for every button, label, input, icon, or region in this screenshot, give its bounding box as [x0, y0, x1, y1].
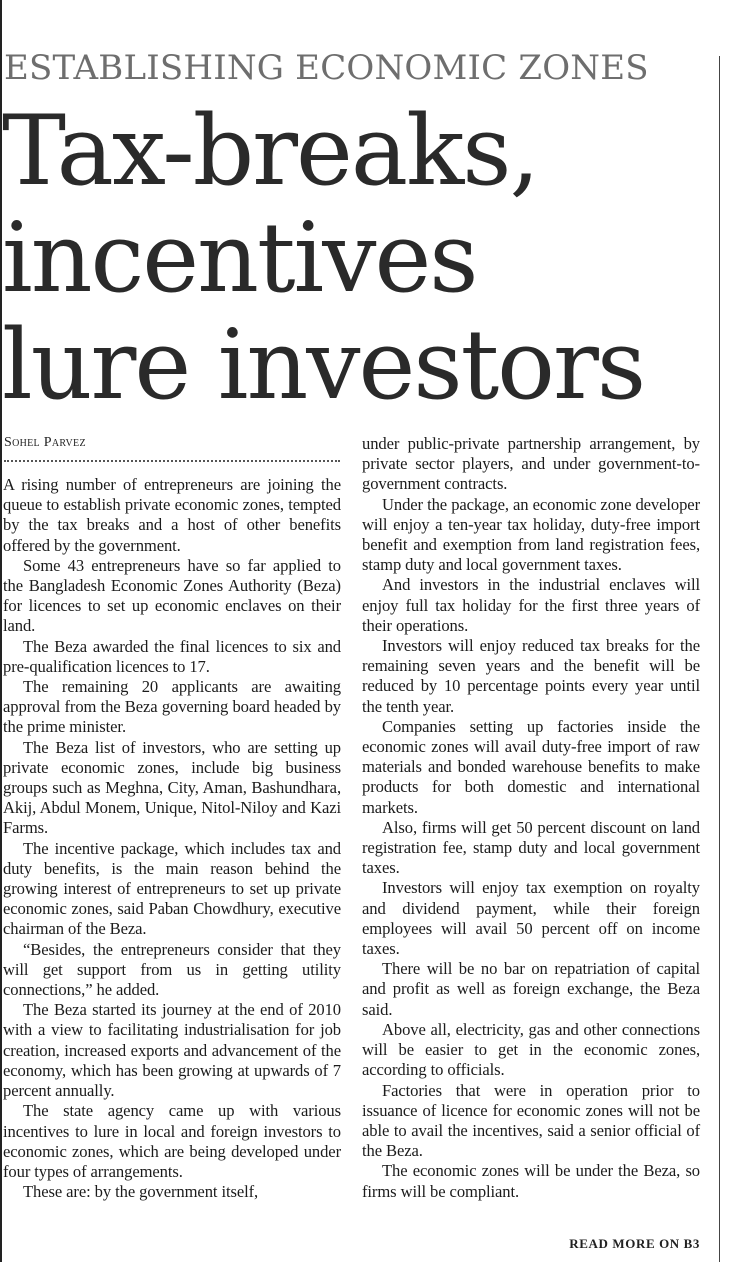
article-paragraph: The economic zones will be under the Beza, so firms will be compliant.: [362, 1161, 700, 1201]
article-paragraph: The Beza started its journey at the end of 2010 with a view to facilitating industrialisation for job creation, increased exports and advancement of the economy, which has been growing at upwards of 7 percent annually.: [3, 1000, 341, 1101]
article-paragraph: under public-private partnership arrangement, by private sector players, and under government-to-government contracts.: [362, 434, 700, 494]
article-paragraph: These are: by the government itself,: [23, 1182, 259, 1202]
article-paragraph: Factories that were in operation prior to issuance of licence for economic zones will not be able to avail the incentives, said a senior official of the Beza.: [362, 1080, 700, 1161]
article-paragraph: “Besides, the entrepreneurs consider that they will get support from us in getting utility connections,” he added.: [3, 939, 341, 1000]
article-column-left: [3, 475, 341, 1202]
article-paragraph: Investors will enjoy reduced tax breaks for the remaining seven years and the benefit will be reduced by 10 percentage points every year until the tenth year.: [362, 636, 700, 716]
article-paragraph: Some 43 entrepreneurs have so far applied to the Bangladesh Economic Zones Authority (Beza) for licences to set up economic enclaves on their land.: [3, 555, 341, 636]
article-paragraph: Companies setting up factories inside the economic zones will avail duty-free import of raw materials and bonded warehouse benefits to make products for both domestic and international markets.: [362, 716, 700, 817]
article-column-right: [362, 434, 700, 1202]
byline-divider: [4, 460, 340, 462]
article-paragraph: And investors in the industrial enclaves will enjoy full tax holiday for the first three years of their operations.: [362, 575, 700, 635]
headline-line: incentives: [2, 202, 477, 314]
article-paragraph: The Beza list of investors, who are setting up private economic zones, include big business groups such as Meghna, City, Aman, Bashundhara, Akij, Abdul Monem, Unique, Nitol-Niloy and Kazi Farms.: [3, 737, 341, 838]
right-column-rule: [719, 56, 720, 1262]
headline-line: lure investors: [2, 309, 645, 421]
article-paragraph: Under the package, an economic zone developer will enjoy a ten-year tax holiday, duty-free import benefit and exemption from land registration fees, stamp duty and local government taxes.: [362, 494, 700, 575]
article-paragraph: There will be no bar on repatriation of capital and profit as well as foreign exchange, the Beza said.: [362, 959, 700, 1019]
article-paragraph: Also, firms will get 50 percent discount on land registration fee, stamp duty and local government taxes.: [362, 817, 700, 878]
headline-line: Tax-breaks,: [2, 95, 539, 207]
article-paragraph: Above all, electricity, gas and other connections will be easier to get in the economic zones, according to officials.: [362, 1019, 700, 1080]
article-paragraph: The state agency came up with various incentives to lure in local and foreign investors to economic zones, which are being developed under four types of arrangements.: [3, 1101, 341, 1181]
author-byline: Sohel Parvez: [4, 435, 86, 450]
article-paragraph: The incentive package, which includes tax and duty benefits, is the main reason behind the growing interest of entrepreneurs to set up private economic zones, said Paban Chowdhury, executive chairman of the Beza.: [3, 838, 341, 939]
article-paragraph: A rising number of entrepreneurs are joining the queue to establish private economic zones, tempted by the tax breaks and a host of other benefits offered by the government.: [3, 475, 341, 555]
article-paragraph: The remaining 20 applicants are awaiting approval from the Beza governing board headed by the prime minister.: [3, 677, 341, 737]
article-kicker: ESTABLISHING ECONOMIC ZONES: [4, 48, 649, 88]
article-headline: [2, 95, 716, 421]
read-more-link[interactable]: READ MORE ON B3: [569, 1236, 700, 1251]
article-paragraph: The Beza awarded the final licences to six and pre-qualification licences to 17.: [3, 636, 341, 676]
article-paragraph: Investors will enjoy tax exemption on royalty and dividend payment, while their foreign employees will avail 50 percent off on income taxes.: [362, 878, 700, 959]
